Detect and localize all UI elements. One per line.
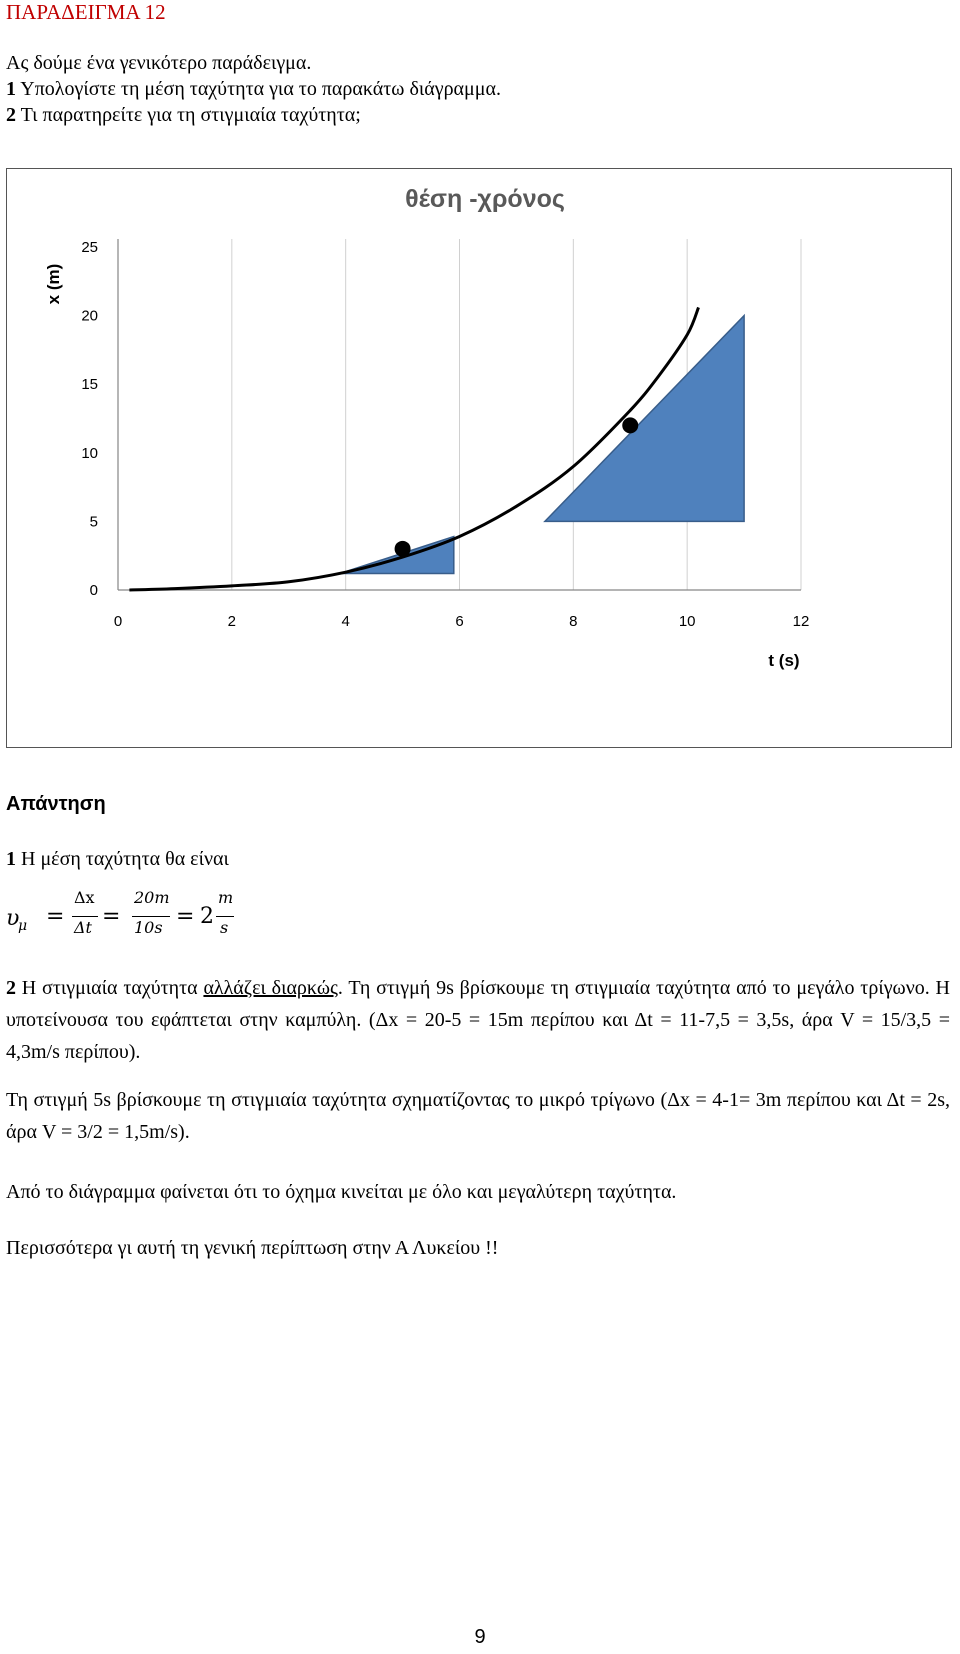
formula-numerator-1: Δx bbox=[74, 888, 95, 907]
answer-heading: Απάντηση bbox=[6, 793, 106, 815]
x-tick-label-8: 8 bbox=[569, 613, 578, 630]
answer-1 bbox=[6, 848, 229, 871]
formula-equals-3: = bbox=[176, 904, 195, 929]
answer-small-triangle-paragraph: Τη στιγμή 5s βρίσκουμε τη στιγμιαία ταχύτητα σχηματίζοντας το μικρό τρίγωνο (Δx = 4-1= 3m περίπου και Δt = 2s, άρα V = 3/2 = 1,5m/s). bbox=[6, 1089, 950, 1143]
answer-2-underlined: αλλάζει διαρκώς bbox=[203, 977, 338, 999]
x-axis-label: t (s) bbox=[768, 651, 800, 670]
answer-1-text: Η μέση ταχύτητα θα είναι bbox=[16, 848, 229, 870]
formula-result: 2 bbox=[200, 904, 214, 929]
formula-denominator-1: Δt bbox=[74, 918, 92, 937]
tangent-triangle-2 bbox=[545, 316, 744, 522]
answer-1-number: 1 bbox=[6, 848, 16, 870]
average-velocity-formula bbox=[6, 888, 266, 948]
formula-unit-denominator: s bbox=[220, 918, 229, 937]
x-tick-label-4: 4 bbox=[341, 613, 350, 630]
formula-lhs: υ bbox=[6, 906, 20, 931]
x-tick-label-6: 6 bbox=[455, 613, 464, 630]
answer-2-part2: . Τη στιγμή 9s βρίσκουμε τη στιγμιαία ταχύτητα από το μεγάλο τρίγωνο. Η υποτείνουσα του εφάπτεται στην καμπύλη. (Δx = 20-5 = 15m περίπου και Δt = 11-7,5 = 3,5s, άρα V = 15/3,5 = 4,3m/s περίπου). bbox=[6, 977, 950, 1063]
y-tick-label-10: 10 bbox=[81, 444, 98, 462]
y-tick-label-15: 15 bbox=[81, 376, 98, 394]
position-curve bbox=[129, 307, 698, 590]
answer-2-paragraph bbox=[6, 972, 950, 1068]
y-axis-label: x (m) bbox=[44, 263, 63, 305]
question-2-number: 2 bbox=[6, 104, 16, 126]
formula-lhs-subscript: μ bbox=[18, 918, 28, 934]
chart-frame bbox=[6, 168, 952, 748]
question-1-number: 1 bbox=[6, 78, 16, 100]
y-tick-label-5: 5 bbox=[89, 513, 98, 531]
intro-text: Ας δούμε ένα γενικότερο παράδειγμα. bbox=[6, 52, 312, 74]
question-1 bbox=[6, 78, 501, 101]
formula-numerator-2: 20m bbox=[134, 888, 170, 907]
y-tick-label-0: 0 bbox=[89, 582, 98, 599]
chart-title: θέση -χρόνος bbox=[405, 185, 565, 213]
answer-2-part1: Η στιγμιαία ταχύτητα bbox=[16, 977, 204, 999]
question-2 bbox=[6, 104, 361, 127]
y-tick-label-25: 25 bbox=[81, 239, 98, 256]
page-number: 9 bbox=[474, 1626, 486, 1648]
answer-further-reading: Περισσότερα γι αυτή τη γενική περίπτωση στην Α Λυκείου !! bbox=[6, 1237, 499, 1259]
data-point-1 bbox=[395, 541, 411, 557]
formula-equals-1: = bbox=[46, 904, 65, 929]
formula-equals-2: = bbox=[102, 904, 121, 929]
data-point-2 bbox=[622, 417, 638, 433]
example-title: ΠΑΡΑΔΕΙΓΜΑ 12 bbox=[6, 0, 166, 24]
x-tick-label-2: 2 bbox=[227, 613, 237, 630]
tangent-triangle-1 bbox=[340, 537, 454, 574]
x-tick-label-12: 12 bbox=[792, 613, 810, 630]
answer-2-number: 2 bbox=[6, 977, 16, 999]
x-tick-label-10: 10 bbox=[678, 613, 696, 630]
y-tick-label-20: 20 bbox=[81, 307, 98, 325]
position-time-chart bbox=[7, 169, 951, 747]
formula-unit-numerator: m bbox=[218, 888, 234, 907]
x-tick-label-0: 0 bbox=[113, 613, 123, 630]
question-2-text: Τι παρατηρείτε για τη στιγμιαία ταχύτητα; bbox=[16, 104, 361, 126]
question-1-text: Υπολογίστε τη μέση ταχύτητα για το παρακάτω διάγραμμα. bbox=[16, 78, 501, 100]
answer-conclusion-paragraph: Από το διάγραμμα φαίνεται ότι το όχημα κινείται με όλο και μεγαλύτερη ταχύτητα. bbox=[6, 1181, 677, 1203]
formula-denominator-2: 10s bbox=[134, 918, 163, 937]
